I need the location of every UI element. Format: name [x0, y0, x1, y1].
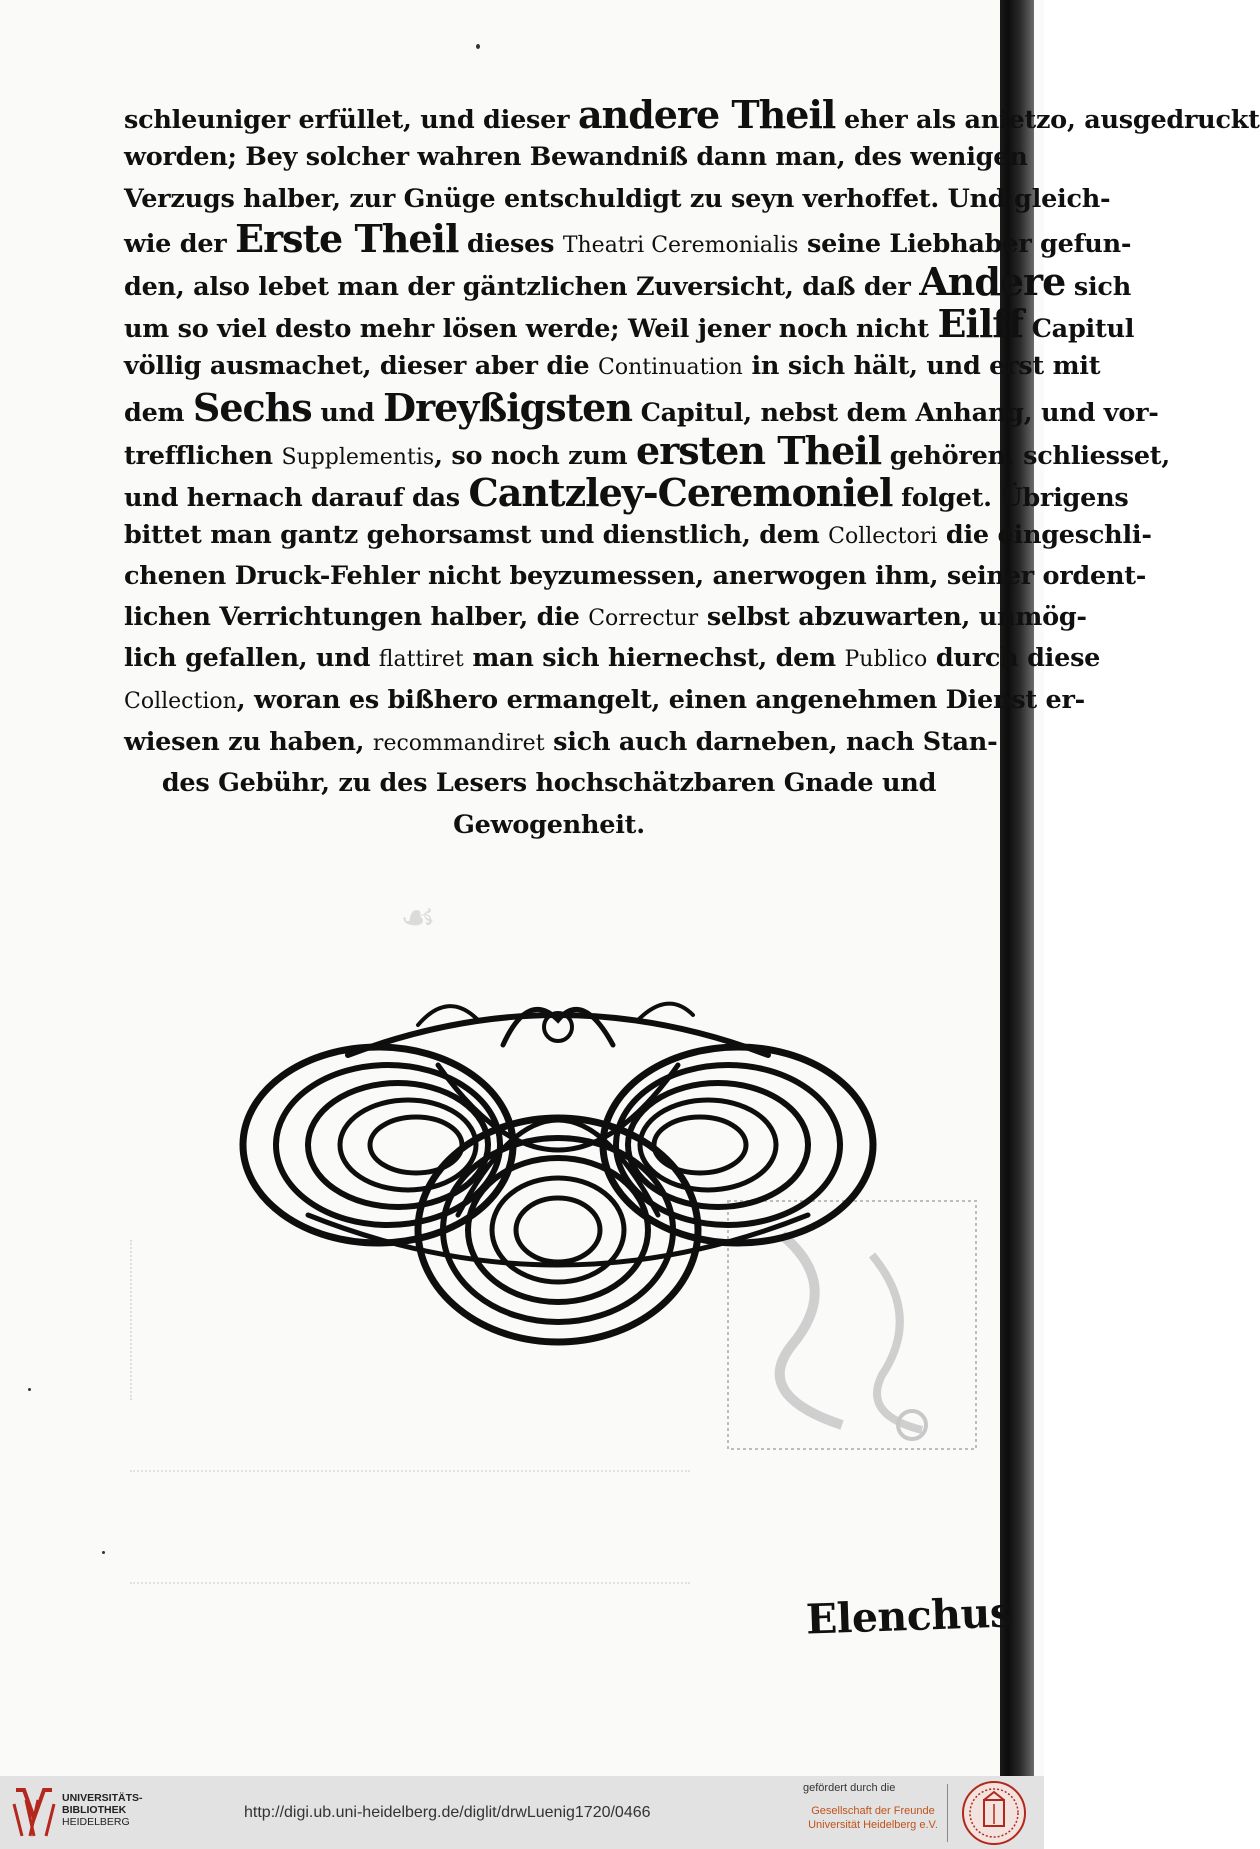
society-name [803, 1804, 943, 1832]
text-run: sich auch darneben, nach Stan- [544, 727, 998, 757]
library-name-line: HEIDELBERG [62, 1816, 130, 1828]
text-run: wie der [124, 229, 236, 259]
text-run: des Gebühr, zu des Lesers hochschätzbaren Gnade und [161, 768, 937, 798]
text-line [124, 92, 1260, 137]
library-name [62, 1792, 143, 1828]
bleed-through-text [130, 1470, 690, 1584]
text-run: sich [1065, 272, 1132, 302]
bleed-through-text: ☙ [400, 895, 436, 941]
text-line [124, 259, 1132, 304]
text-run: und hernach darauf das [124, 483, 469, 513]
footer-divider [947, 1784, 948, 1842]
text-line [124, 805, 974, 845]
society-name-line: Universität Heidelberg e.V. [808, 1819, 938, 1831]
text-line [124, 179, 1111, 219]
text-run: um so viel desto mehr lösen werde; Weil jener noch nicht [124, 314, 938, 344]
text-run: völlig ausmachet, dieser aber die [124, 351, 598, 381]
text-run: Capitul, nebst dem Anhang, und vor- [631, 398, 1159, 428]
emphasized-phrase: Dreyßigsten [383, 385, 632, 430]
text-run: und [311, 398, 384, 428]
text-run: worden; Bey solcher wahren Bewandniß dann man, des wenigen [124, 142, 1028, 172]
ink-speck [476, 44, 480, 49]
university-library-logo-icon [10, 1782, 58, 1842]
text-line [124, 216, 1132, 261]
text-run: lichen Verrichtungen halber, die [124, 602, 589, 632]
text-run: schleuniger erfüllet, und dieser [124, 105, 578, 135]
text-line [124, 385, 1159, 430]
catchword: Elenchus [805, 1588, 1014, 1644]
text-line [124, 301, 1135, 346]
text-run: seine Liebhaber gefun- [798, 229, 1132, 259]
text-run: man sich hiernechst, dem [463, 643, 845, 673]
latin-term: Theatri Ceremonialis [562, 233, 799, 258]
emphasized-phrase: Erste Theil [235, 216, 459, 261]
text-run: die eingeschli- [937, 520, 1152, 550]
text-line [124, 763, 974, 803]
text-line [124, 597, 1087, 637]
footer-bar [0, 1776, 1044, 1849]
latin-term: Correctur [588, 606, 699, 631]
emphasized-phrase: Andere [919, 259, 1066, 304]
emphasized-phrase: andere Theil [577, 92, 836, 137]
text-run: dieses [458, 229, 563, 259]
latin-term: Collection [124, 689, 237, 714]
latin-term: Collectori [828, 524, 938, 549]
latin-term: Continuation [597, 355, 743, 380]
text-run: durch diese [927, 643, 1101, 673]
library-name-line: UNIVERSITÄTS- [62, 1792, 143, 1804]
funded-by-label: gefördert durch die [803, 1782, 896, 1794]
text-line [124, 680, 1086, 720]
text-run: wiesen zu haben, [124, 727, 373, 757]
text-line [124, 515, 1152, 555]
text-run: dem [124, 398, 193, 428]
text-line [124, 470, 1129, 515]
text-run: gehören, schliesset, [881, 441, 1170, 471]
text-line [124, 137, 1028, 177]
page-url-link[interactable]: http://digi.ub.uni-heidelberg.de/diglit/drwLuenig1720/0466 [244, 1804, 651, 1821]
text-run: trefflichen [124, 441, 282, 471]
text-run: , woran es bißhero ermangelt, einen angenehmen Dienst er- [236, 685, 1086, 715]
ink-speck [102, 1551, 105, 1554]
text-run: eher als anietzo, ausgedruckt [835, 105, 1260, 135]
emphasized-phrase: ersten Theil [636, 428, 882, 473]
text-run: chenen Druck-Fehler nicht beyzumessen, anerwogen ihm, seiner ordent- [124, 561, 1147, 591]
text-run: folget. Übrigens [892, 483, 1129, 513]
latin-term: flattiret [378, 647, 464, 672]
emphasized-phrase: Sechs [192, 385, 312, 430]
text-line [124, 722, 998, 762]
latin-term: recommandiret [372, 731, 545, 756]
text-run: Gewogenheit. [453, 810, 645, 840]
text-line [124, 346, 1101, 386]
text-run: den, also lebet man der gäntzlichen Zuversicht, daß der [124, 272, 920, 302]
emphasized-phrase: Cantzley-Ceremoniel [468, 470, 893, 515]
text-line [124, 556, 1147, 596]
university-seal-icon [961, 1780, 1027, 1846]
latin-term: Supplementis [281, 445, 435, 470]
text-line [124, 638, 1101, 678]
text-run: selbst abzuwarten, unmög- [698, 602, 1087, 632]
calligraphic-flourish-ornament [238, 985, 878, 1350]
text-run: Verzugs halber, zur Gnüge entschuldigt zu seyn verhoffet. Und gleich- [124, 184, 1111, 214]
text-run: Capitul [1023, 314, 1135, 344]
ink-speck [28, 1388, 31, 1391]
emphasized-phrase: Eilff [937, 301, 1023, 346]
library-name-line: BIBLIOTHEK [62, 1804, 127, 1816]
text-run: , so noch zum [434, 441, 637, 471]
text-line [124, 428, 1170, 473]
text-run: in sich hält, und erst mit [742, 351, 1101, 381]
text-run: lich gefallen, und [124, 643, 379, 673]
text-run: bittet man gantz gehorsamst und dienstlich, dem [124, 520, 829, 550]
latin-term: Publico [844, 647, 928, 672]
society-name-line: Gesellschaft der Freunde [811, 1805, 935, 1817]
